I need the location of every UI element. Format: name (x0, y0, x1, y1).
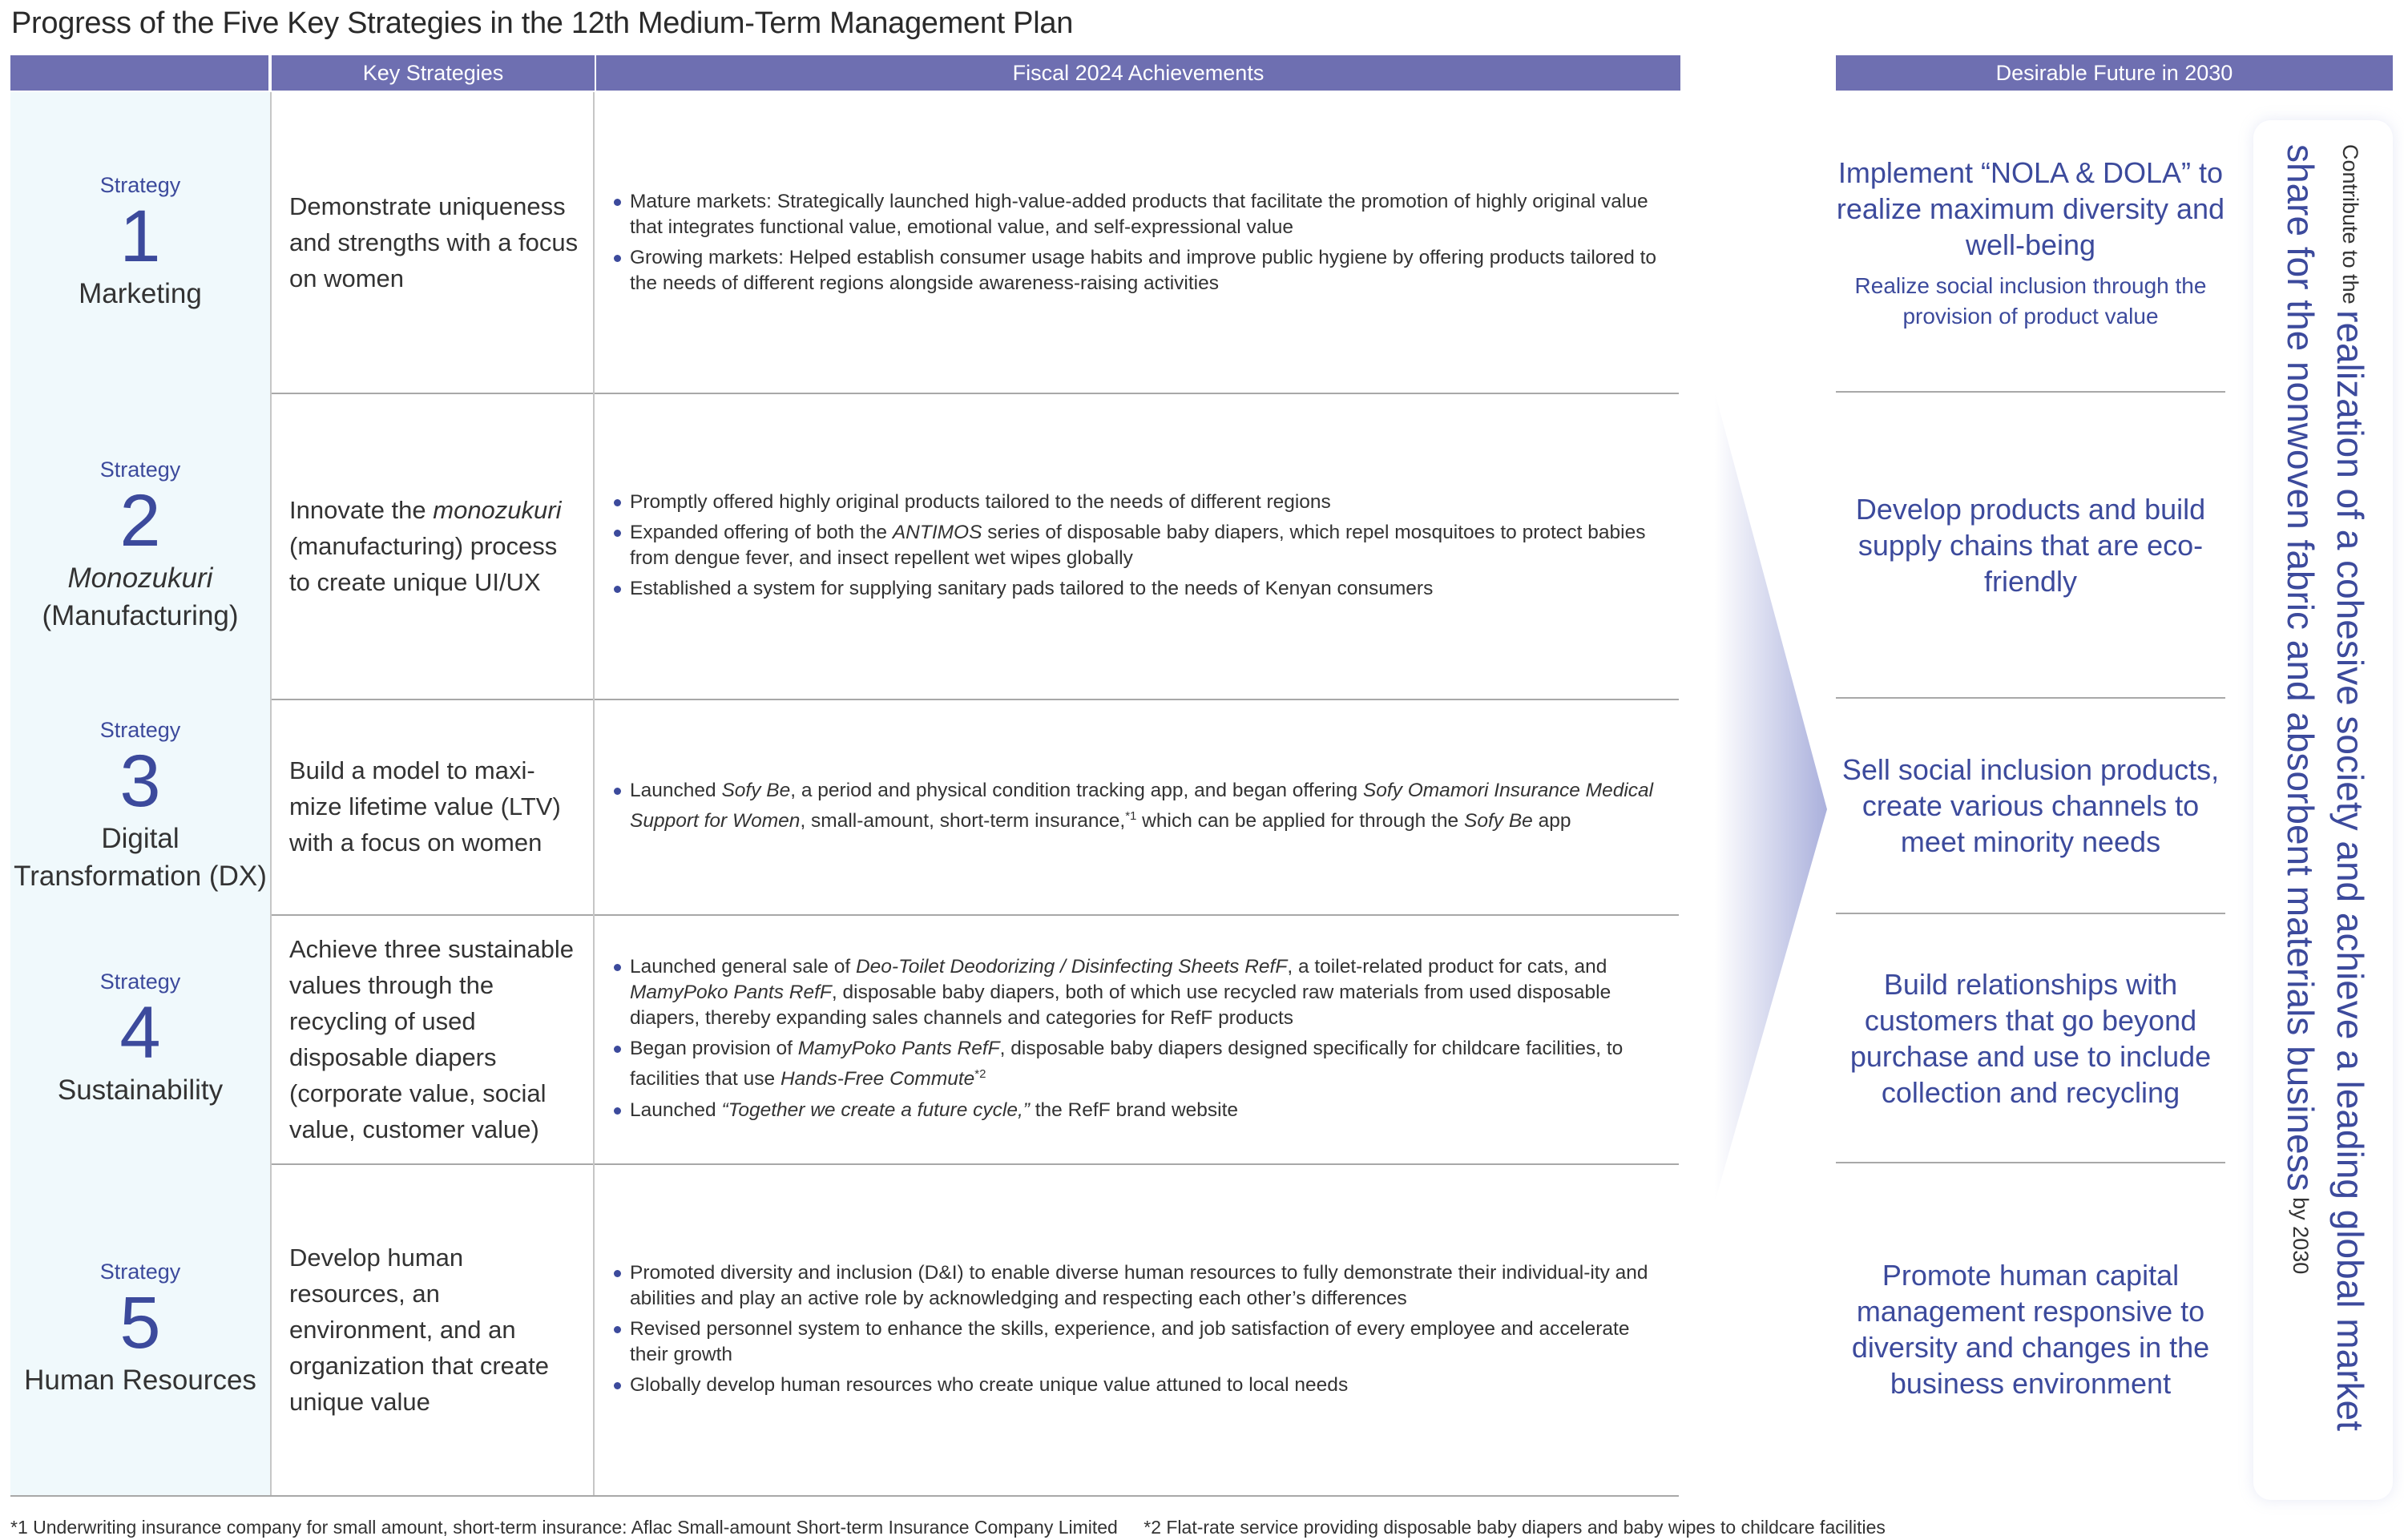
future-main: Build relationships with customers that go beyond purchase and use to include collection and recycling (1849, 967, 2212, 1109)
strategy-name (10, 559, 270, 635)
text-segment: Sofy Omamori Insurance Medical Support for Women (630, 780, 1654, 832)
text-segment: , a toilet-related product for cats, and (1287, 956, 1607, 978)
text-segment: ANTIMOS (892, 522, 982, 543)
text-segment: Promoted diversity and inclusion (D&I) to enable diverse human resources to fully demonstrate their individual-ity and abilities and play an active role by acknowledging and respecting each other’s differences (630, 1262, 1648, 1309)
text-segment: Digital Transformation (DX) (14, 823, 267, 892)
vision-main: realization of a cohesive society and achieve a leading global market share for the nonwoven fabric and absorbent materials business (2280, 144, 2371, 1431)
strategy-number: 5 (119, 1282, 161, 1364)
text-segment: monozukuri (433, 495, 562, 524)
text-segment: (manufacturing) process to create unique UI/UX (289, 531, 558, 596)
strategy-cell (10, 1163, 272, 1495)
strategy-label: Strategy (99, 1260, 181, 1284)
achievements-cell (595, 699, 1679, 914)
key-strategy-text (289, 1240, 582, 1420)
text-segment: Innovate the (289, 495, 434, 524)
arrow-icon (1715, 393, 1827, 1202)
text-segment: Promptly offered highly original products tailored to the needs of different regions (630, 491, 1331, 513)
achievements-cell (595, 393, 1679, 699)
text-segment: Build a model to maxi-mize lifetime value (LTV) with a focus on women (289, 756, 561, 857)
header-future: Desirable Future in 2030 (1836, 55, 2393, 91)
key-strategy-cell (272, 393, 595, 699)
key-strategy-text (289, 492, 582, 600)
strategy-label: Strategy (99, 718, 181, 742)
achievement-bullet (612, 189, 1671, 240)
text-segment: app (1532, 810, 1571, 832)
text-segment: Achieve three sustainable values through the recycling of used disposable diapers (corporate value, social value, customer value) (289, 934, 575, 1143)
text-segment: Mature markets: Strategically launched high-value-added products that facilitate the promotion of highly original value that integrates functional value, emotional value, and self-expressional value (630, 190, 1648, 238)
text-segment: Hands-Free Commute (780, 1068, 975, 1090)
footnote-1: *1 Underwriting insurance company for small amount, short-term insurance: Aflac Small-amount Short-term Insurance Company Limited (10, 1517, 1118, 1538)
achievement-bullet (612, 778, 1671, 834)
text-segment: Launched (630, 1099, 722, 1121)
achievement-bullet (612, 1316, 1671, 1368)
strategy-label: Strategy (99, 172, 181, 197)
future-item-5 (1836, 1163, 2225, 1495)
key-strategy-cell (272, 699, 595, 914)
achievement-bullet (612, 1260, 1671, 1312)
footnote-ref: *1 (1125, 809, 1137, 824)
strategy-name (10, 820, 270, 895)
achievement-bullet (612, 520, 1671, 571)
future-main: Sell social inclusion products, create various channels to meet minority needs (1841, 753, 2220, 858)
future-main: Promote human capital management responsive to diversity and changes in the business environment (1851, 1259, 2210, 1400)
key-strategy-cell (272, 1163, 595, 1495)
text-segment: Globally develop human resources who create unique value attuned to local needs (630, 1374, 1349, 1396)
strategy-row-5 (10, 1163, 1679, 1497)
footnotes (10, 1517, 1906, 1538)
achievement-bullet (612, 1036, 1671, 1092)
footnote-ref: *2 (974, 1067, 986, 1082)
key-strategy-text (289, 188, 582, 296)
strategy-cell (10, 914, 272, 1163)
text-segment: which can be applied for through the (1136, 810, 1464, 832)
text-segment: Deo-Toilet Deodorizing / Disinfecting Sheets RefF (855, 956, 1288, 978)
text-segment: “Together we create a future cycle,” (721, 1099, 1030, 1121)
text-segment: Revised personnel system to enhance the skills, experience, and job satisfaction of every employee and accelerate their growth (630, 1318, 1630, 1365)
achievement-bullet (612, 245, 1671, 296)
achievements-cell (595, 92, 1679, 393)
header-achievements: Fiscal 2024 Achievements (595, 55, 1680, 91)
text-segment: , a period and physical condition tracking app, and began offering (790, 780, 1363, 802)
text-segment: MamyPoko Pants RefF (797, 1038, 1000, 1060)
strategy-number: 3 (119, 740, 161, 822)
strategy-row-3 (10, 699, 1679, 916)
header-strategy (10, 55, 268, 91)
strategy-cell (10, 92, 272, 393)
strategy-label: Strategy (99, 969, 181, 994)
text-segment: Expanded offering of both the (630, 522, 893, 543)
future-item-2 (1836, 393, 2225, 699)
future-item-1 (1836, 92, 2225, 393)
text-segment: Marketing (79, 277, 202, 309)
future-item-3 (1836, 699, 2225, 914)
achievements-cell (595, 914, 1679, 1163)
achievements-cell (595, 1163, 1679, 1495)
key-strategy-text (289, 752, 582, 861)
text-segment: , disposable baby diapers designed specifically for childcare facilities, to facilities that use (630, 1038, 1624, 1090)
achievement-bullet (612, 576, 1671, 602)
text-segment: , small-amount, short-term insurance, (800, 810, 1126, 832)
strategy-number: 1 (119, 195, 161, 277)
strategy-name (24, 1361, 256, 1399)
strategy-row-1 (10, 92, 1679, 394)
text-segment: MamyPoko Pants RefF (630, 982, 832, 1004)
key-strategy-text (289, 931, 582, 1147)
future-item-4 (1836, 914, 2225, 1163)
strategy-label: Strategy (99, 457, 181, 482)
text-segment: Launched (630, 780, 722, 802)
strategy-row-4 (10, 914, 1679, 1165)
key-strategy-cell (272, 914, 595, 1163)
strategy-number: 4 (119, 991, 161, 1074)
strategy-number: 2 (119, 479, 161, 562)
footnote-2: *2 Flat-rate service providing disposable baby diapers and baby wipes to childcare facilities (1144, 1517, 1886, 1538)
page-title: Progress of the Five Key Strategies in the 12th Medium-Term Management Plan (11, 6, 1074, 40)
text-segment: Growing markets: Helped establish consumer usage habits and improve public hygiene by offering products tailored to the needs of different regions alongside awareness-raising activities (630, 246, 1657, 294)
text-segment: Launched general sale of (630, 956, 856, 978)
text-segment: Sustainability (57, 1074, 224, 1106)
achievement-bullet (612, 1373, 1671, 1398)
vision-pre: Contribute to the (2338, 144, 2362, 311)
future-main: Implement “NOLA & DOLA” to realize maximum diversity and well-being (1836, 156, 2225, 261)
strategy-cell (10, 393, 272, 699)
achievement-bullet (612, 1098, 1671, 1123)
text-segment: Sofy Be (1463, 810, 1533, 832)
text-segment: series of disposable baby diapers, which repel mosquitoes to protect babies from dengue fever, and insect repellent wet wipes globally (630, 522, 1646, 569)
text-segment: Demonstrate uniqueness and strengths with a focus on women (289, 192, 579, 292)
text-segment: Established a system for supplying sanitary pads tailored to the needs of Kenyan consumers (630, 578, 1434, 599)
text-segment: Develop human resources, an environment, and an organization that create unique value (289, 1243, 549, 1416)
vision-statement (2276, 144, 2375, 1466)
text-segment: Monozukuri (67, 562, 213, 594)
text-segment: Sofy Be (721, 780, 791, 802)
vision-post: by 2030 (2289, 1191, 2313, 1275)
text-segment: the RefF brand website (1029, 1099, 1239, 1121)
text-segment: , disposable baby diapers, both of which use recycled raw materials from used disposable diapers, thereby expanding sales channels and categories for RefF products (630, 982, 1611, 1030)
strategy-name (58, 1071, 223, 1109)
header-key-strategies: Key Strategies (270, 55, 595, 91)
text-segment: Began provision of (630, 1038, 798, 1060)
strategy-cell (10, 699, 272, 914)
key-strategy-cell (272, 92, 595, 393)
future-sub: Realize social inclusion through the provision of product value (1854, 273, 2207, 329)
achievement-bullet (612, 490, 1671, 515)
achievement-bullet (612, 954, 1671, 1031)
text-segment: (Manufacturing) (42, 599, 239, 631)
text-segment: Human Resources (24, 1365, 256, 1396)
strategy-name (79, 275, 202, 312)
strategy-row-2 (10, 393, 1679, 700)
future-main: Develop products and build supply chains that are eco-friendly (1855, 492, 2206, 598)
